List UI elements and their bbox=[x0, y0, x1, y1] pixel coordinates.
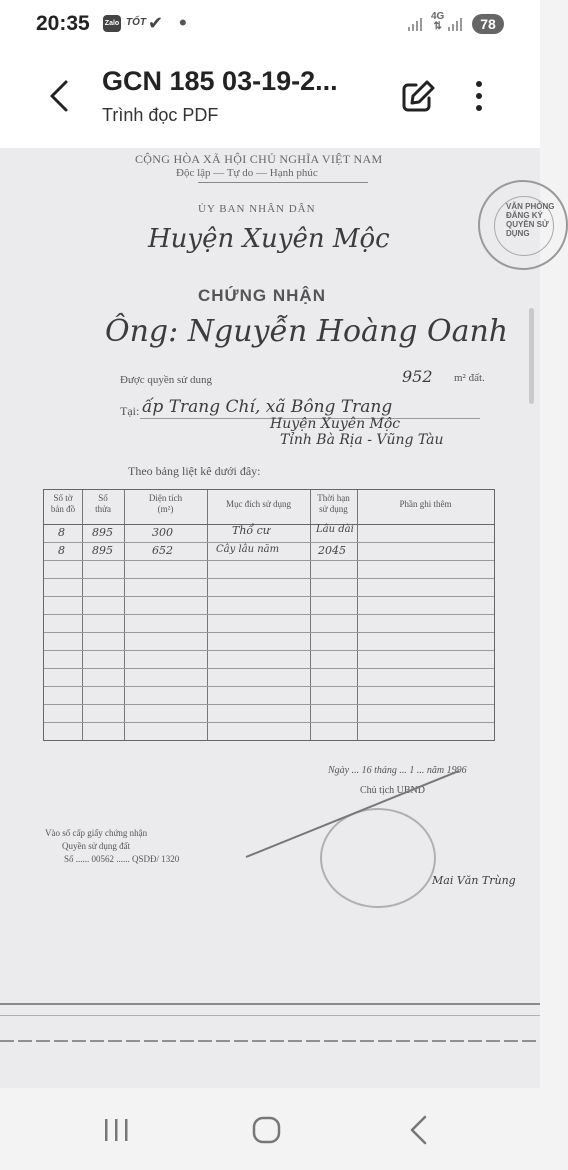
table-header-parcel: Số thửa bbox=[95, 493, 111, 514]
table-header-term: Thời hạn sử dụng bbox=[317, 493, 350, 514]
pdf-viewer[interactable] bbox=[0, 148, 555, 1088]
table-row-divider bbox=[44, 632, 494, 633]
table-cell-area: 652 bbox=[152, 544, 173, 557]
tot-notification-icon: TỐT bbox=[126, 17, 146, 28]
office-seal-stamp bbox=[478, 180, 568, 270]
table-row-divider bbox=[44, 704, 494, 705]
battery-indicator: 78 bbox=[472, 14, 504, 34]
table-row-divider bbox=[44, 560, 494, 561]
table-cell-term: Lâu dài bbox=[316, 524, 354, 535]
checkmark-notification-icon: ✔ bbox=[148, 13, 164, 33]
motto-underline bbox=[198, 182, 368, 183]
republic-heading: CỘNG HÒA XÃ HỘI CHỦ NGHĨA VIỆT NAM bbox=[135, 152, 383, 166]
data-arrows-icon: ⇅ bbox=[433, 21, 442, 32]
land-right-label: Được quyền sử dung bbox=[120, 374, 212, 386]
table-row-divider bbox=[44, 686, 494, 687]
system-nav-bar bbox=[0, 1088, 540, 1170]
more-vertical-icon bbox=[466, 76, 492, 116]
document-title: GCN 185 03-19-2... bbox=[102, 66, 338, 96]
land-parcel-table bbox=[43, 489, 495, 741]
app-header bbox=[0, 48, 540, 148]
next-page-edge bbox=[0, 1040, 540, 1042]
table-cell-term: 2045 bbox=[318, 544, 346, 557]
table-column-divider bbox=[82, 490, 83, 740]
zalo-notification-icon: Zalo bbox=[103, 15, 121, 32]
page-bottom-edge bbox=[0, 1003, 540, 1005]
table-row-divider bbox=[44, 614, 494, 615]
table-header-map-sheet: Số tờ bản đồ bbox=[50, 493, 76, 514]
table-row-divider bbox=[44, 596, 494, 597]
recents-button[interactable] bbox=[100, 1116, 134, 1144]
table-column-divider bbox=[124, 490, 125, 740]
table-cell-purpose: Thổ cư bbox=[232, 524, 270, 537]
table-cell-map-sheet: 8 bbox=[58, 544, 65, 557]
more-options-button[interactable] bbox=[466, 76, 492, 116]
table-column-divider bbox=[207, 490, 208, 740]
register-line-3: Số ...... 00562 ...... QSDĐ/ 1320 bbox=[64, 854, 180, 864]
register-line-1: Vào số cấp giấy chứng nhận bbox=[45, 828, 148, 838]
table-header-purpose: Mục đích sử dụng bbox=[225, 499, 292, 509]
address-line-1: ấp Trang Chí, xã Bông Trang bbox=[142, 397, 393, 417]
back-icon bbox=[404, 1114, 434, 1146]
table-row-divider bbox=[44, 542, 494, 543]
table-column-divider bbox=[310, 490, 311, 740]
list-label: Theo bảng liệt kê dưới đây: bbox=[128, 464, 261, 478]
address-label: Tại: bbox=[120, 404, 140, 418]
cell-signal-icon bbox=[448, 16, 464, 32]
table-row-divider bbox=[44, 722, 494, 723]
table-cell-parcel: 895 bbox=[92, 544, 113, 557]
committee-seal-stamp bbox=[320, 808, 436, 908]
wifi-signal-icon bbox=[408, 16, 424, 32]
table-row-divider bbox=[44, 650, 494, 651]
network-type-indicator: 4G ⇅ bbox=[431, 11, 445, 32]
seal-text: VĂN PHÒNG ĐĂNG KÝ QUYỀN SỬ DỤNG bbox=[506, 202, 555, 238]
document-subtitle: Trình đọc PDF bbox=[102, 105, 219, 125]
district-name: Huyện Xuyên Mộc bbox=[148, 224, 390, 254]
table-cell-map-sheet: 8 bbox=[58, 526, 65, 539]
chairman-title: Chủ tịch UBND bbox=[360, 785, 425, 796]
certificate-title: CHỨNG NHẬN bbox=[198, 286, 326, 305]
scrollbar-thumb[interactable] bbox=[529, 308, 534, 404]
nav-back-button[interactable] bbox=[404, 1114, 434, 1146]
table-cell-purpose: Cây lâu năm bbox=[216, 544, 280, 555]
edit-button[interactable] bbox=[398, 76, 438, 116]
back-button[interactable] bbox=[38, 74, 82, 118]
page-gap-line bbox=[0, 1015, 540, 1016]
address-line-3: Tỉnh Bà Rịa - Vũng Tàu bbox=[280, 432, 444, 448]
back-arrow-icon bbox=[38, 74, 82, 118]
committee-heading: ỦY BAN NHÂN DÂN bbox=[198, 203, 316, 215]
more-notifications-dot-icon: • bbox=[179, 10, 187, 35]
status-time: 20:35 bbox=[36, 12, 90, 35]
home-icon bbox=[250, 1115, 284, 1145]
area-value: 952 bbox=[402, 367, 433, 386]
pdf-page bbox=[0, 148, 555, 1003]
table-header-note: Phần ghi thêm bbox=[399, 499, 452, 509]
area-unit: m² đất. bbox=[454, 372, 485, 384]
issue-date: Ngày ... 16 tháng ... 1 ... năm 1996 bbox=[328, 765, 467, 776]
edit-icon bbox=[398, 76, 438, 116]
home-button[interactable] bbox=[250, 1115, 284, 1145]
table-header-area: Diện tích (m²) bbox=[148, 493, 183, 514]
table-row-divider bbox=[44, 668, 494, 669]
table-cell-parcel: 895 bbox=[92, 526, 113, 539]
status-bar bbox=[0, 0, 540, 48]
owner-name: Ông: Nguyễn Hoàng Oanh bbox=[105, 314, 509, 349]
recents-icon bbox=[100, 1116, 134, 1144]
register-line-2: Quyền sử dụng đất bbox=[62, 841, 131, 851]
motto: Độc lập — Tự do — Hạnh phúc bbox=[176, 167, 318, 179]
table-cell-area: 300 bbox=[152, 526, 173, 539]
address-line-2: Huyện Xuyên Mộc bbox=[270, 416, 401, 432]
table-row-divider bbox=[44, 578, 494, 579]
table-column-divider bbox=[357, 490, 358, 740]
signature-name: Mai Văn Trùng bbox=[432, 874, 516, 887]
